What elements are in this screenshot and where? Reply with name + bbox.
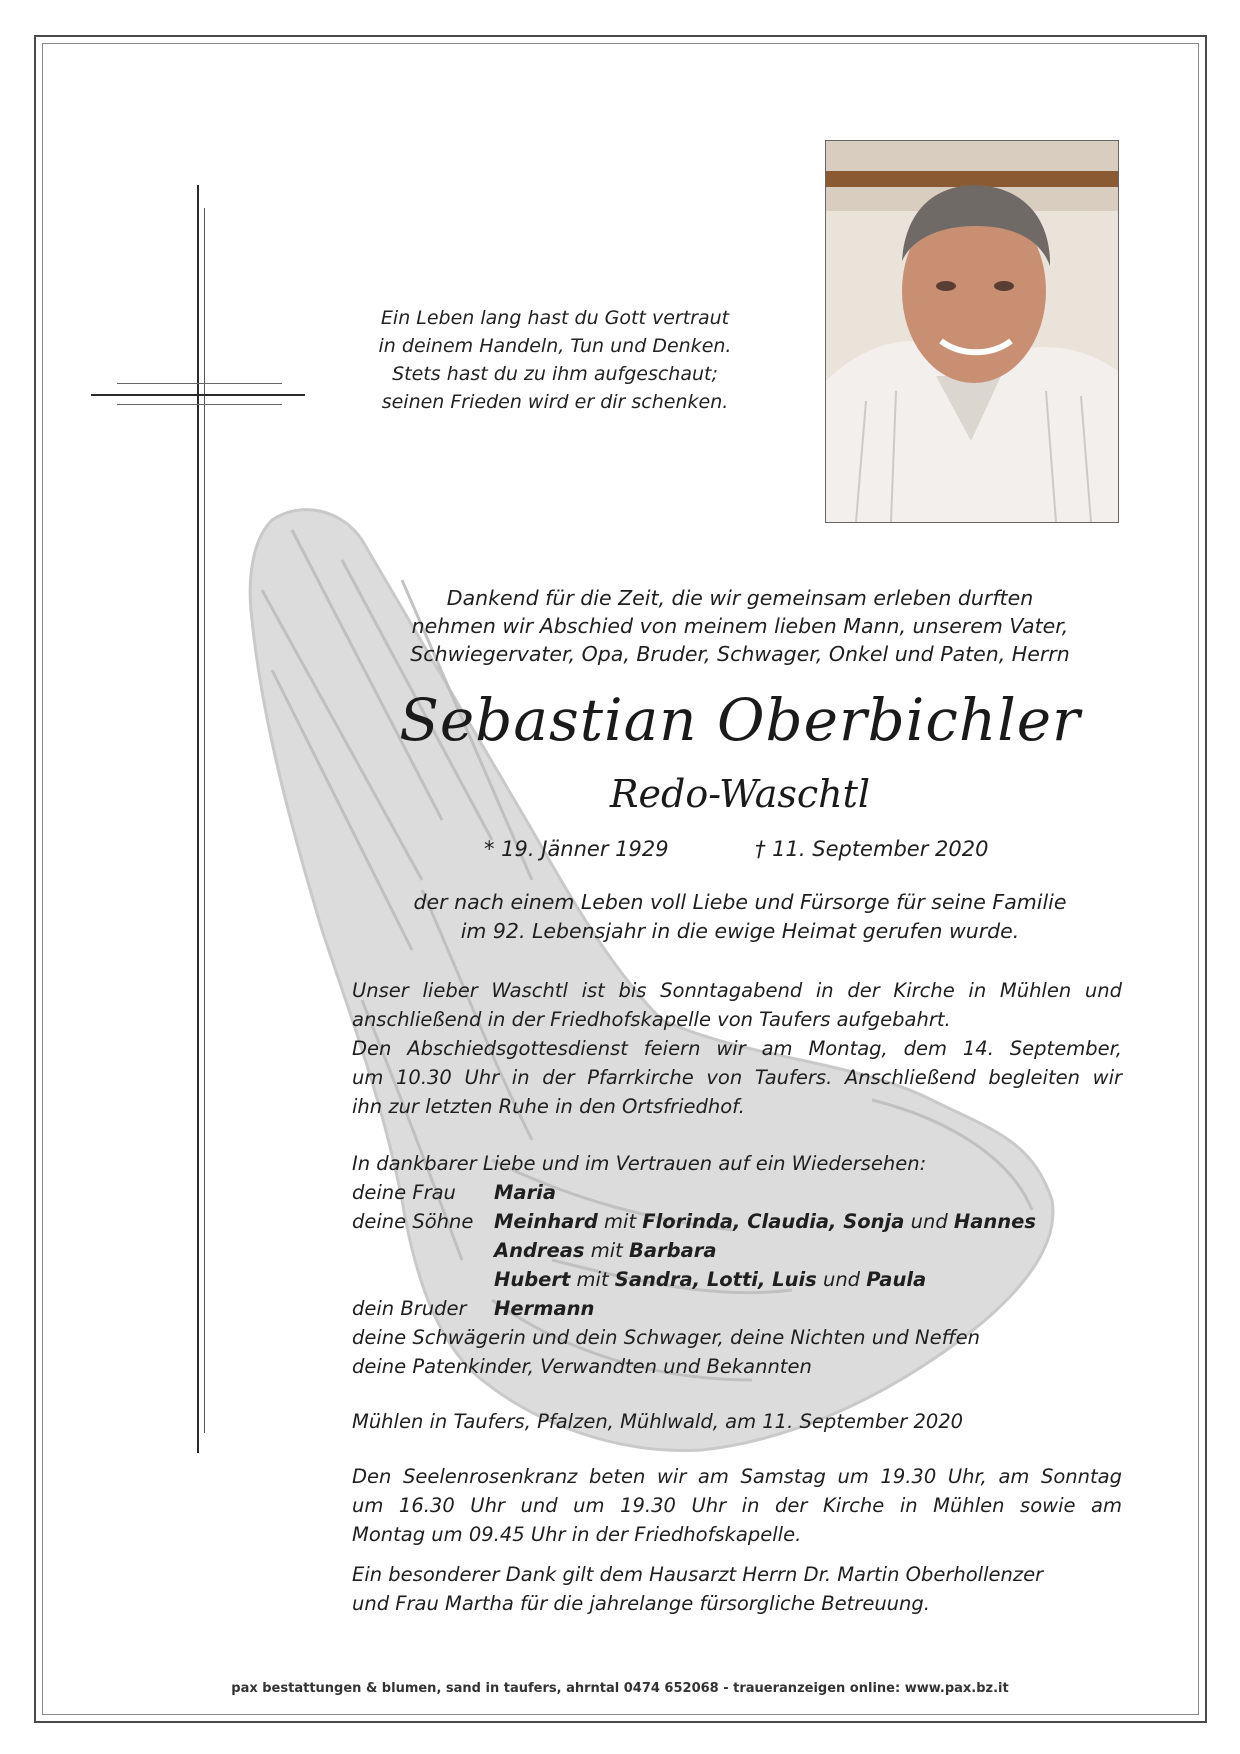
son-name: Meinhard [494, 1210, 598, 1233]
funeral-info-line: Den Abschiedsgottesdienst feiern wir am Montag, dem 14. September, [352, 1037, 1122, 1060]
funeral-info-line: um 10.30 Uhr in der Pfarrkirche von Taufers. Anschließend begleiten wir [352, 1066, 1122, 1089]
intro-line: nehmen wir Abschied von meinem lieben Mann, unserem Vater, [411, 614, 1069, 638]
connector-text: und [904, 1210, 954, 1233]
rosary-line: Montag um 09.45 Uhr in der Friedhofskapelle. [352, 1523, 802, 1546]
connector-text: mit [584, 1239, 630, 1262]
son-name: Andreas [494, 1239, 585, 1262]
deceased-nickname: Redo-Waschtl [609, 772, 871, 816]
son-name: Hubert [494, 1268, 571, 1291]
funeral-info-line: Unser lieber Waschtl ist bis Sonntagabend in der Kirche in Mühlen und [352, 979, 1122, 1002]
thanks-line: und Frau Martha für die jahrelange fürsorgliche Betreuung. [352, 1592, 930, 1615]
poem-line: Stets hast du zu ihm aufgeschaut; [392, 363, 718, 385]
memorial-poem [330, 304, 780, 416]
passage-line: der nach einem Leben voll Liebe und Fürsorge für seine Familie [413, 890, 1067, 914]
rosary-line: um 16.30 Uhr und um 19.30 Uhr in der Kirche in Mühlen sowie am [352, 1494, 1122, 1517]
mourners-list [352, 1149, 1132, 1381]
brother-label: dein Bruder [352, 1297, 467, 1320]
intro-line: Schwiegervater, Opa, Bruder, Schwager, Onkel und Paten, Herrn [410, 642, 1070, 666]
passage-line: im 92. Lebensjahr in die ewige Heimat gerufen wurde. [460, 919, 1020, 943]
passage-text [330, 888, 1150, 946]
funeral-info-line: ihn zur letzten Ruhe in den Ortsfriedhof. [352, 1095, 745, 1118]
place-date-line: Mühlen in Taufers, Pfalzen, Mühlwald, am 11. September 2020 [352, 1410, 964, 1433]
godchildren-line: deine Patenkinder, Verwandten und Bekannten [352, 1355, 812, 1378]
wife-label: deine Frau [352, 1181, 456, 1204]
connector-text: und [816, 1268, 867, 1291]
footer-imprint: pax bestattungen & blumen, sand in taufers, ahrntal 0474 652068 - traueranzeigen online: www.pax.bz.it [231, 1681, 1009, 1696]
funeral-info [352, 976, 1122, 1121]
son-family: Florinda, Claudia, Sonja [642, 1210, 905, 1233]
deceased-name: Sebastian Oberbichler [399, 686, 1081, 754]
funeral-info-line: anschließend in der Friedhofskapelle von Taufers aufgebahrt. [352, 1008, 951, 1031]
connector-text: mit [597, 1210, 643, 1233]
birth-date: * 19. Jänner 1929 [484, 837, 669, 861]
son-family: Paula [866, 1268, 927, 1291]
mourners-intro: In dankbarer Liebe und im Vertrauen auf ein Wiedersehen: [352, 1152, 927, 1175]
intro-line: Dankend für die Zeit, die wir gemeinsam erleben durften [446, 586, 1034, 610]
rosary-info [352, 1462, 1122, 1549]
son-family: Hannes [953, 1210, 1036, 1233]
son-family: Barbara [629, 1239, 717, 1262]
poem-line: seinen Frieden wird er dir schenken. [381, 391, 729, 413]
poem-line: in deinem Handeln, Tun und Denken. [378, 335, 732, 357]
thanks-text [352, 1560, 1122, 1618]
death-date: † 11. September 2020 [755, 837, 989, 861]
deceased-portrait [825, 140, 1119, 523]
place-date [352, 1407, 1122, 1436]
son-family: Sandra, Lotti, Luis [614, 1268, 817, 1291]
connector-text: mit [570, 1268, 615, 1291]
brother-name: Hermann [494, 1297, 595, 1320]
thanks-line: Ein besonderer Dank gilt dem Hausarzt Herrn Dr. Martin Oberhollenzer [352, 1563, 1044, 1586]
intro-text [330, 584, 1150, 668]
wife-name: Maria [494, 1181, 557, 1204]
inlaws-line: deine Schwägerin und dein Schwager, deine Nichten und Neffen [352, 1326, 981, 1349]
sons-label: deine Söhne [352, 1210, 474, 1233]
rosary-line: Den Seelenrosenkranz beten wir am Samstag um 19.30 Uhr, am Sonntag [352, 1465, 1122, 1488]
poem-line: Ein Leben lang hast du Gott vertraut [380, 307, 730, 329]
